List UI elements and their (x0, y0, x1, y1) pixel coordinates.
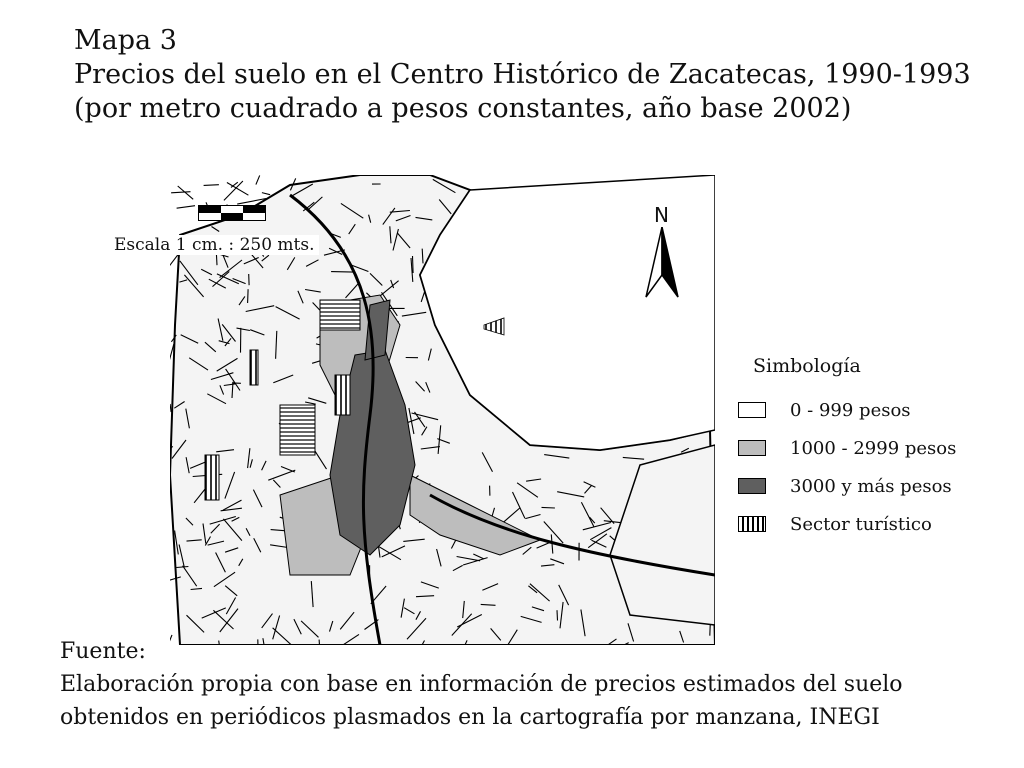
tourist-sector-2 (280, 405, 315, 455)
legend-label-low: 0 - 999 pesos (790, 399, 911, 421)
street-segment (256, 175, 260, 184)
street-segment (171, 192, 190, 193)
tourist-sector-5 (205, 455, 219, 500)
tourist-sector-1 (320, 300, 360, 330)
street-segment (557, 610, 558, 620)
north-arrow (640, 205, 690, 305)
legend-label-high: 3000 y más pesos (790, 475, 952, 497)
tourist-sector-4 (335, 375, 350, 415)
legend-label-tourist: Sector turístico (790, 513, 932, 535)
street-segment (331, 272, 354, 273)
legend (738, 355, 956, 543)
source-line-2: obtenidos en periódicos plasmados en la cartografía por manzana, INEGI (60, 705, 880, 730)
map-title: Precios del suelo en el Centro Histórico de Zacatecas, 1990-1993 (74, 59, 971, 90)
map-number: Mapa 3 (74, 25, 177, 56)
street-segment (542, 507, 555, 508)
legend-swatch-tourist (738, 516, 766, 532)
tourist-sector-3 (250, 350, 258, 385)
legend-item-high (738, 467, 956, 505)
map-subtitle: (por metro cuadrado a pesos constantes, año base 2002) (74, 93, 852, 124)
legend-title: Simbología (753, 355, 861, 377)
city-map[interactable] (114, 175, 715, 645)
street-segment (248, 289, 249, 303)
source-line-1: Elaboración propia con base en información de precios estimados del suelo (60, 672, 903, 697)
street-segment (262, 193, 270, 195)
north-label: N (654, 203, 669, 227)
street-segment (204, 185, 219, 186)
source-heading: Fuente: (60, 639, 146, 664)
legend-item-tourist (738, 505, 956, 543)
north-arrow-icon (640, 227, 690, 327)
source-note (60, 635, 903, 734)
street-segment (170, 404, 171, 412)
street-segment (413, 256, 414, 273)
legend-swatch-high (738, 478, 766, 494)
scale-label: Escala 1 cm. : 250 mts. (110, 235, 319, 255)
legend-swatch-low (738, 402, 766, 418)
legend-label-mid: 1000 - 2999 pesos (790, 437, 957, 459)
street-segment (177, 206, 195, 209)
legend-swatch-mid (738, 440, 766, 456)
title-block (74, 24, 971, 126)
legend-item-mid (738, 429, 956, 467)
legend-item-low (738, 391, 956, 429)
scale-bar (198, 205, 266, 221)
